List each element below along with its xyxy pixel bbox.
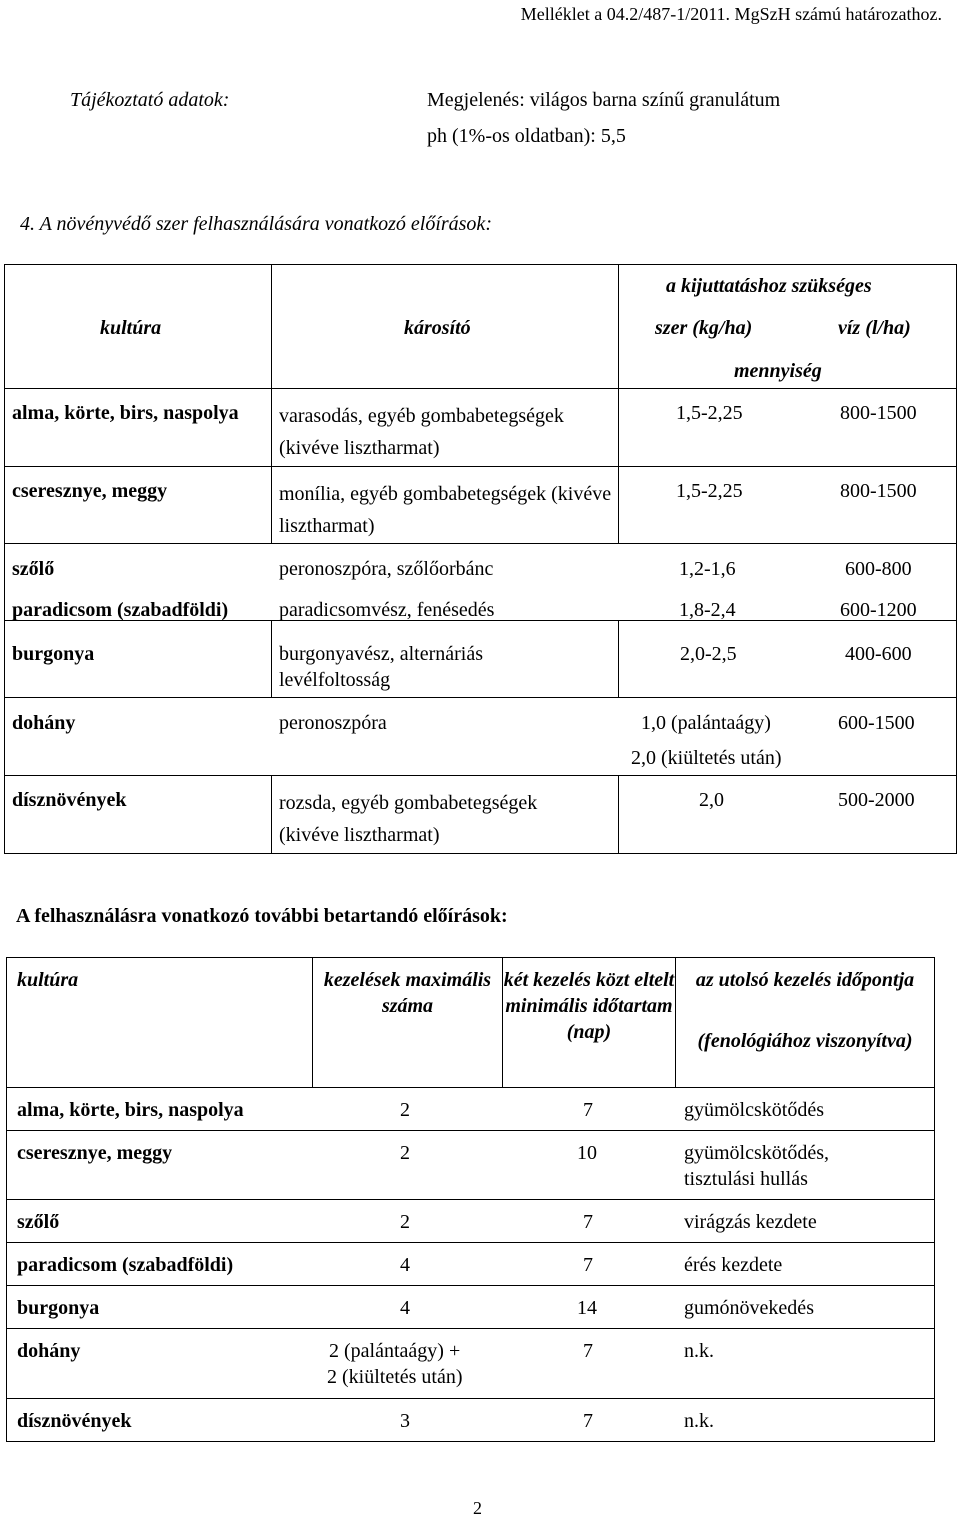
row-karosito: paradicsomvész, fenésedés	[279, 599, 495, 621]
row-kultura: burgonya	[12, 643, 95, 665]
table-divider	[618, 264, 619, 543]
table-divider	[618, 775, 619, 854]
row-kultura: dísznövények	[12, 789, 127, 811]
row-kultura: alma, körte, birs, naspolya	[17, 1099, 244, 1121]
document-header: Melléklet a 04.2/487-1/2011. MgSzH számú határozathoz.	[520, 4, 942, 24]
header-kultura: kultúra	[17, 969, 79, 991]
header-kijuttatas: a kijuttatáshoz szükséges	[666, 275, 872, 297]
subtitle: A felhasználásra vonatkozó további betartandó előírások:	[16, 905, 508, 927]
row-szer-2: 2,0 (kiültetés után)	[631, 747, 782, 769]
row-szer: 1,5-2,25	[676, 480, 743, 502]
row-kultura: dísznövények	[17, 1410, 132, 1432]
further-rules-table	[6, 957, 935, 1442]
table-border	[4, 264, 957, 265]
table-divider	[271, 620, 272, 697]
header-mennyiseg: mennyiség	[734, 360, 822, 382]
row-viz: 800-1500	[840, 402, 917, 424]
table-divider	[6, 1087, 935, 1088]
info-appearance: Megjelenés: világos barna színű granulátum	[427, 89, 781, 111]
header-utolso: az utolsó kezelés időpontja	[695, 969, 915, 991]
row-kultura: cseresznye, meggy	[17, 1142, 173, 1164]
header-ket-kezeles: két kezelés közt eltelt minimális időtartam (nap)	[503, 969, 675, 1043]
row-kultura: alma, körte, birs, naspolya	[12, 402, 239, 424]
row-karosito: monília, egyéb gombabetegségek (kivéve lisztharmat)	[279, 483, 612, 537]
row-idotartam: 7	[583, 1211, 593, 1233]
row-kezelesek: 2	[400, 1211, 410, 1233]
header-viz: víz (l/ha)	[838, 317, 911, 339]
row-kultura: paradicsom (szabadföldi)	[17, 1254, 234, 1276]
row-idopont: virágzás kezdete	[684, 1211, 817, 1233]
row-kezelesek: 3	[400, 1410, 410, 1432]
header-szer: szer (kg/ha)	[655, 317, 753, 339]
row-kultura: szőlő	[12, 558, 55, 580]
row-kultura: szőlő	[17, 1211, 60, 1233]
row-kultura: cseresznye, meggy	[12, 480, 168, 502]
table-divider	[6, 1285, 935, 1286]
info-label: Tájékoztató adatok:	[70, 89, 230, 111]
row-kezelesek-2: 2 (kiültetés után)	[327, 1366, 463, 1388]
row-idopont: gyümölcskötődés	[684, 1099, 824, 1121]
info-ph: ph (1%-os oldatban): 5,5	[427, 125, 626, 147]
row-szer: 1,8-2,4	[679, 599, 736, 621]
header-karosito: károsító	[404, 317, 471, 339]
row-idotartam: 7	[583, 1340, 593, 1362]
row-kezelesek: 2	[400, 1142, 410, 1164]
row-viz: 600-800	[845, 558, 912, 580]
row-viz: 600-1200	[840, 599, 917, 621]
table-border	[6, 1441, 935, 1442]
header-kultura: kultúra	[100, 317, 162, 339]
table-divider	[4, 388, 957, 389]
row-kezelesek: 2	[400, 1099, 410, 1121]
row-viz: 400-600	[845, 643, 912, 665]
table-divider	[6, 1242, 935, 1243]
row-viz: 500-2000	[838, 789, 915, 811]
table-border	[6, 957, 935, 958]
row-idotartam: 7	[583, 1099, 593, 1121]
row-szer: 1,2-1,6	[679, 558, 736, 580]
table-divider	[6, 1199, 935, 1200]
row-viz: 800-1500	[840, 480, 917, 502]
row-karosito: burgonyavész, alternáriás levélfoltosság	[279, 643, 483, 691]
row-karosito: peronoszpóra, szőlőorbánc	[279, 558, 494, 580]
table-divider	[6, 1328, 935, 1329]
row-idopont: gumónövekedés	[684, 1297, 814, 1319]
table-divider	[4, 466, 957, 467]
table-divider	[618, 620, 619, 697]
row-karosito: varasodás, egyéb gombabetegségek (kivéve lisztharmat)	[279, 405, 564, 459]
row-szer: 1,5-2,25	[676, 402, 743, 424]
header-kezelesek: kezelések maximális száma	[323, 969, 492, 1017]
row-szer: 2,0	[699, 789, 724, 811]
table-divider	[4, 543, 957, 544]
table-divider	[271, 775, 272, 854]
table-border	[4, 853, 957, 854]
row-kultura: dohány	[12, 712, 76, 734]
table-divider	[4, 775, 957, 776]
table-divider	[271, 264, 272, 543]
row-szer: 2,0-2,5	[680, 643, 737, 665]
row-kultura: dohány	[17, 1340, 81, 1362]
row-kezelesek: 2 (palántaágy) +	[329, 1340, 461, 1362]
page-number: 2	[473, 1498, 482, 1518]
row-viz: 600-1500	[838, 712, 915, 734]
row-idotartam: 7	[583, 1254, 593, 1276]
row-kultura: paradicsom (szabadföldi)	[12, 599, 229, 621]
table-divider	[6, 1398, 935, 1399]
row-idopont: gyümölcskötődés, tisztulási hullás	[684, 1142, 829, 1190]
table-divider	[4, 697, 957, 698]
row-kezelesek: 4	[400, 1254, 410, 1276]
header-fenologia: (fenológiához viszonyítva)	[697, 1030, 913, 1052]
row-idotartam: 7	[583, 1410, 593, 1432]
row-idopont: n.k.	[684, 1340, 714, 1362]
table-border	[4, 264, 5, 854]
row-karosito: peronoszpóra	[279, 712, 387, 734]
row-idopont: érés kezdete	[684, 1254, 783, 1276]
row-kultura: burgonya	[17, 1297, 100, 1319]
row-karosito: rozsda, egyéb gombabetegségek (kivéve lisztharmat)	[279, 792, 538, 846]
row-szer: 1,0 (palántaágy)	[641, 712, 771, 734]
row-idotartam: 14	[577, 1297, 597, 1319]
row-idopont: n.k.	[684, 1410, 714, 1432]
table-divider	[6, 1130, 935, 1131]
row-kezelesek: 4	[400, 1297, 410, 1319]
row-idotartam: 10	[577, 1142, 597, 1164]
application-rules-table	[4, 264, 957, 854]
table-border	[956, 264, 957, 854]
section-title: 4. A növényvédő szer felhasználására vonatkozó előírások:	[20, 213, 492, 235]
